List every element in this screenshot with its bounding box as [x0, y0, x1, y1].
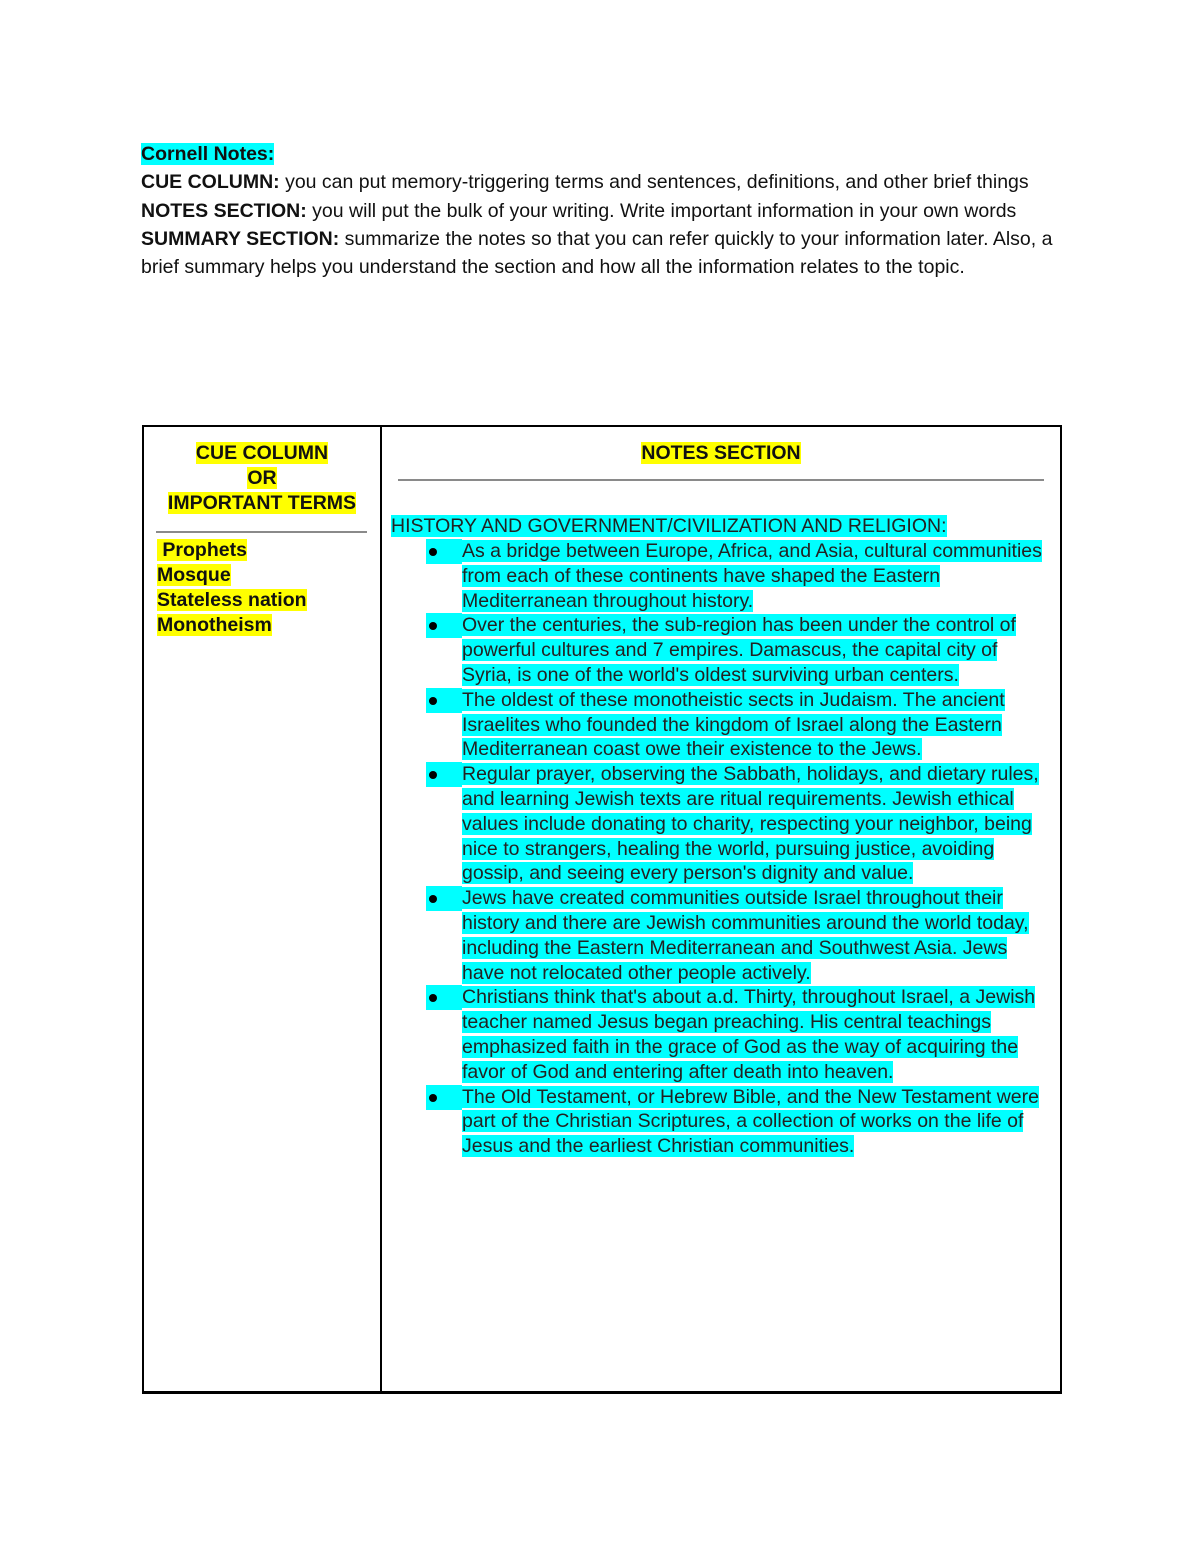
notes-section-rule	[398, 479, 1044, 481]
cornell-notes-table	[142, 425, 1062, 1394]
important-term	[157, 538, 307, 563]
notes-section	[382, 427, 1060, 1391]
important-term-text: Stateless nation	[157, 589, 307, 611]
notes-section-text: you will put the bulk of your writing. Write important information in your own words	[306, 199, 1017, 222]
intro-title: Cornell Notes:	[141, 143, 275, 165]
summary-section-description	[141, 225, 1076, 282]
notes-bullet-text: The Old Testament, or Hebrew Bible, and the New Testament were part of the Christian Scriptures, a collection of works on the life of Jesus and the earliest Christian communities.	[462, 1085, 1039, 1158]
notes-heading-text: NOTES SECTION	[641, 442, 801, 464]
notes-bullet-item	[382, 688, 1052, 762]
notes-section-description	[141, 197, 1076, 225]
notes-section-heading	[382, 441, 1060, 466]
cue-column	[144, 427, 380, 1391]
intro-section	[141, 140, 1076, 281]
notes-bullet-item	[382, 886, 1052, 985]
important-term	[157, 588, 307, 613]
notes-bullet-item	[382, 613, 1052, 687]
notes-bullet-item	[382, 762, 1052, 886]
cue-column-rule	[156, 531, 367, 533]
bullet-icon	[429, 1094, 437, 1102]
cue-heading-line-3: IMPORTANT TERMS	[167, 492, 357, 514]
notes-topic	[391, 514, 947, 539]
cue-column-description	[141, 168, 1076, 196]
bullet-icon	[429, 548, 437, 556]
notes-topic-text: HISTORY AND GOVERNMENT/CIVILIZATION AND RELIGION:	[391, 515, 947, 537]
notes-bullet-text: Christians think that's about a.d. Thirty, throughout Israel, a Jewish teacher named Jesus began preaching. His central teachings emphasized faith in the grace of God as the way of acquiring the favor of God and entering after death into heaven.	[462, 986, 1036, 1083]
important-term	[157, 563, 307, 588]
notes-bullet-item	[382, 539, 1052, 613]
notes-bullet-text: The oldest of these monotheistic sects in Judaism. The ancient Israelites who founded the kingdom of Israel along the Eastern Mediterranean coast owe their existence to the Jews.	[462, 688, 1005, 761]
notes-section-label: NOTES SECTION:	[141, 199, 307, 222]
notes-bullet-item	[382, 985, 1052, 1084]
important-term-text: Prophets	[157, 539, 247, 561]
cue-heading-line-2: OR	[247, 467, 277, 489]
notes-bullet-text: Jews have created communities outside Israel throughout their history and there are Jewish communities around the world today, including the Eastern Mediterranean and Southwest Asia. Jews have not relocated other people actively.	[462, 887, 1029, 984]
cue-heading-line-1: CUE COLUMN	[195, 442, 329, 464]
summary-section-label: SUMMARY SECTION:	[141, 227, 340, 250]
notes-bullet-list	[382, 539, 1052, 1159]
notes-bullet-item	[382, 1085, 1052, 1159]
notes-bullet-text: Regular prayer, observing the Sabbath, holidays, and dietary rules, and learning Jewish texts are ritual requirements. Jewish ethical values include donating to charity, respecting your neighbor, being nice to strangers, healing the world, pursuing justice, avoiding gossip, and seeing every person's dignity and value.	[462, 763, 1039, 885]
cue-column-heading	[144, 441, 380, 516]
notes-bullet-text: As a bridge between Europe, Africa, and Asia, cultural communities from each of these continents have shaped the Eastern Mediterranean throughout history.	[462, 540, 1042, 612]
important-term-text: Mosque	[157, 564, 231, 586]
notes-bullet-text: Over the centuries, the sub-region has been under the control of powerful cultures and 7 empires. Damascus, the capital city of Syria, is one of the world's oldest surviving urban centers.	[462, 614, 1016, 686]
important-terms-list	[157, 538, 307, 638]
intro-title-line	[141, 140, 1076, 168]
summary-section-text: summarize the notes so that you can refer quickly to your information later. Also, a brief summary helps you understand the section and how all the information relates to the topic.	[141, 227, 1053, 279]
cue-column-label: CUE COLUMN:	[141, 171, 280, 194]
important-term	[157, 613, 307, 638]
important-term-text: Monotheism	[157, 614, 272, 636]
cue-column-text: you can put memory-triggering terms and sentences, definitions, and other brief things	[279, 171, 1029, 194]
bullet-icon	[429, 697, 437, 705]
